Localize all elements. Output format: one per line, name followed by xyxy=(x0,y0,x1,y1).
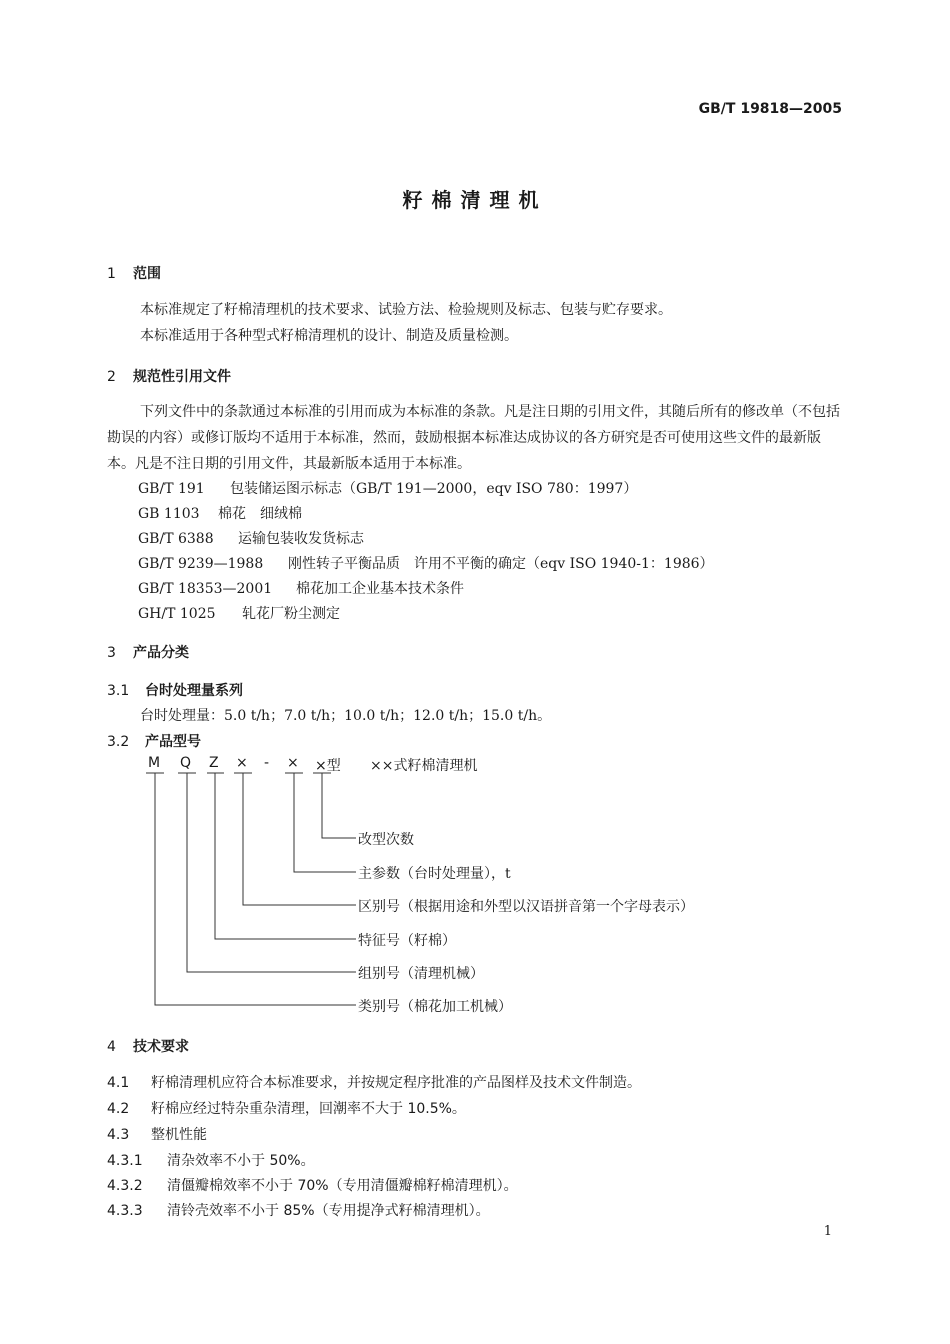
leader-category xyxy=(155,773,356,1005)
label-feature-code: 特征号（籽棉） xyxy=(358,933,456,949)
section-title: 规范性引用文件 xyxy=(133,369,231,385)
model-char-revision: ×型 xyxy=(315,758,341,774)
standard-number: GB/T 19818—2005 xyxy=(698,101,842,117)
section-title: 产品分类 xyxy=(133,645,189,661)
scope-paragraph-2: 本标准适用于各种型式籽棉清理机的设计、制造及质量检测。 xyxy=(140,328,518,344)
subsection-number: 3.1 xyxy=(107,683,130,699)
page-number: 1 xyxy=(823,1224,832,1239)
model-char-distinguish: × xyxy=(236,755,248,771)
scope-paragraph-1: 本标准规定了籽棉清理机的技术要求、试验方法、检验规则及标志、包装与贮存要求。 xyxy=(140,302,672,318)
clause-4-1 xyxy=(107,1072,641,1092)
reference-title: 运输包装收发货标志 xyxy=(238,531,364,547)
leader-feature xyxy=(215,773,356,939)
clause-4-3-2 xyxy=(107,1175,518,1195)
model-char-dash: - xyxy=(264,755,270,771)
section-4-heading xyxy=(107,1036,189,1056)
reference-title: 棉花加工企业基本技术条件 xyxy=(296,581,464,597)
clause-number: 4.3.3 xyxy=(107,1203,143,1219)
leader-main-param xyxy=(294,773,356,872)
references-intro: 下列文件中的条款通过本标准的引用而成为本标准的条款。凡是注日期的引用文件，其随后所有的修改单（不包括勘误的内容）或修订版均不适用于本标准，然而，鼓励根据本标准达成协议的各方研究是否可使用这些文件的最新版本。凡是不注日期的引用文件，其最新版本适用于本标准。 xyxy=(107,404,840,472)
subsection-title: 台时处理量系列 xyxy=(145,683,243,699)
clause-number: 4.2 xyxy=(107,1101,130,1117)
leader-revision xyxy=(322,773,356,838)
clause-text: 整机性能 xyxy=(151,1127,207,1143)
subsection-title: 产品型号 xyxy=(145,734,201,750)
clause-number: 4.3.2 xyxy=(107,1178,143,1194)
clause-4-3 xyxy=(107,1124,207,1144)
throughput-series: 台时处理量：5.0 t/h；7.0 t/h；10.0 t/h；12.0 t/h；15.0 t/h。 xyxy=(140,708,552,724)
clause-4-3-1 xyxy=(107,1150,315,1170)
label-main-parameter: 主参数（台时处理量），t xyxy=(358,866,511,882)
label-category-code: 类别号（棉花加工机械） xyxy=(358,999,512,1015)
clause-number: 4.1 xyxy=(107,1075,130,1091)
model-char-main-param: × xyxy=(287,755,299,771)
clause-4-2 xyxy=(107,1098,466,1118)
clause-number: 4.3 xyxy=(107,1127,130,1143)
section-number: 2 xyxy=(107,369,116,385)
section-number: 4 xyxy=(107,1039,116,1055)
clause-text: 清僵瓣棉效率不小于 70%（专用清僵瓣棉籽棉清理机）。 xyxy=(167,1178,518,1194)
label-revision-count: 改型次数 xyxy=(358,832,414,848)
subsection-number: 3.2 xyxy=(107,734,130,750)
reference-code: GH/T 1025 xyxy=(138,606,216,622)
reference-code: GB/T 6388 xyxy=(138,531,214,547)
reference-code: GB/T 191 xyxy=(138,481,205,497)
section-number: 1 xyxy=(107,266,116,282)
reference-title: 刚性转子平衡品质 许用不平衡的确定（eqv ISO 1940-1：1986） xyxy=(288,556,714,572)
label-distinguish-code: 区别号（根据用途和外型以汉语拼音第一个字母表示） xyxy=(358,899,694,915)
reference-code: GB 1103 xyxy=(138,506,200,522)
section-title: 范围 xyxy=(133,266,161,282)
clause-4-3-3 xyxy=(107,1200,490,1220)
label-group-code: 组别号（清理机械） xyxy=(358,966,484,982)
reference-code: GB/T 18353—2001 xyxy=(138,581,273,597)
model-char-Z: Z xyxy=(209,755,219,771)
model-example: ××式籽棉清理机 xyxy=(370,758,478,774)
clause-text: 清杂效率不小于 50%。 xyxy=(167,1153,315,1169)
clause-text: 籽棉清理机应符合本标准要求，并按规定程序批准的产品图样及技术文件制造。 xyxy=(151,1075,641,1091)
reference-title: 轧花厂粉尘测定 xyxy=(242,606,340,622)
document-title: 籽棉清理机 xyxy=(402,188,548,212)
clause-number: 4.3.1 xyxy=(107,1153,143,1169)
clause-text: 清铃壳效率不小于 85%（专用提净式籽棉清理机）。 xyxy=(167,1203,490,1219)
model-char-M: M xyxy=(148,755,161,771)
reference-title: 包装储运图示标志（GB/T 191—2000，eqv ISO 780：1997） xyxy=(230,481,638,497)
section-title: 技术要求 xyxy=(133,1039,189,1055)
clause-text: 籽棉应经过特杂重杂清理，回潮率不大于 10.5%。 xyxy=(151,1101,466,1117)
section-number: 3 xyxy=(107,645,116,661)
model-char-Q: Q xyxy=(180,755,192,771)
reference-code: GB/T 9239—1988 xyxy=(138,556,264,572)
reference-title: 棉花 细绒棉 xyxy=(218,506,302,522)
leader-distinguish xyxy=(243,773,356,905)
